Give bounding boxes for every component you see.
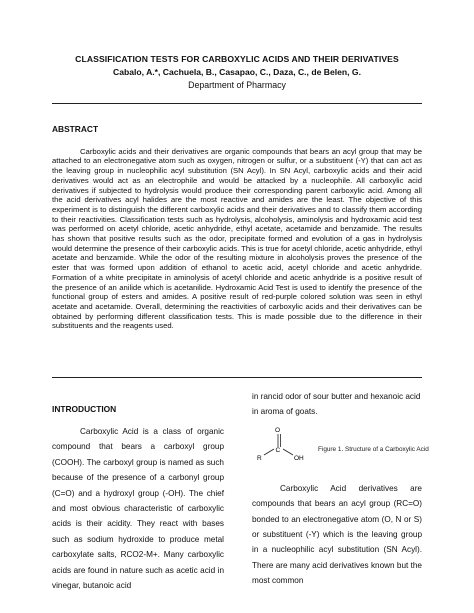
right-column <box>252 389 429 589</box>
figure-1 <box>252 423 429 471</box>
header-divider <box>52 103 422 104</box>
figure-caption: Figure 1. Structure of a Carboxylic Acid <box>318 445 429 453</box>
label-c: C <box>275 446 281 454</box>
label-oh: OH <box>294 454 304 462</box>
introduction-heading: INTRODUCTION <box>52 404 117 414</box>
department: Department of Pharmacy <box>188 80 286 90</box>
abstract-heading: ABSTRACT <box>52 124 99 134</box>
abstract-text: Carboxylic acids and their derivatives are organic compounds that bears an acyl group that may be attached to an electronegative atom such as oxygen, nitrogen or sulfur, or a substituent (-Y) that can act as the leaving group in nucleophilic acyl substitution (SN Acyl). In SN Acyl, carboxylic acids and their acid derivatives would act as an electrophile and would be attacked by a nucleophile. All carboxylic acid derivatives if subjected to hydrolysis would produce their corresponding parent carboxylic acid. Among all the acid derivatives acyl halides are the most reactive and amides are the least. The objective of this experiment is to distinguish the different carboxylic acids and their derivatives and to classify them according to their reactivities. Classification tests such as hydrolysis, alcoholysis, aminolysis and hydroxamic acid test was performed on acetyl chloride, acetic anhydride, ethyl acetate, acetamide and benzamide. The results has shown that positive results such as the odor, precipitate formed and evolution of a gas in hydrolysis would determine the presence of their carboxylic acids. This is true for acetyl chloride, acetic anhydride, ethyl acetate and benzamide. While the odor of the resulting mixture in alcoholysis proves the presence of the ester that was formed upon addition of ethanol to acetic acid, acetyl chloride and acetic anhydride. Formation of a white precipitate in aminolysis of acetyl chloride and acetic anhydride is a positive result of the presence of an anilide which is acetanilide. Hydroxamic Acid Test is used to identify the presence of the functional group of esters and amides. A positive result of red-purple colored solution was seen in ethyl acetate and acetamide. Overall, determining the reactivities of carboxylic acids and their derivatives can be obtained by performing different classification tests. This is made possible due to the difference in their substituents and the reagents used. <box>52 146 422 331</box>
author-list: Cabalo, A.*, Cachuela, B., Casapao, C., Daza, C., de Belen, G. <box>112 67 361 77</box>
introduction-continued: in rancid odor of sour butter and hexanoic acid in aroma of goats. <box>252 392 421 417</box>
abstract-divider <box>52 377 422 378</box>
introduction-paragraph: Carboxylic Acid is a class of organic compound that bears a carboxyl group (COOH). The carboxyl group is named as such because of the presence of a carbonyl group (C=O) and a hydroxyl group (-OH). The chief and most obvious characteristic of carboxylic acids is their acidity. They react with bases such as sodium hydroxide to produce metal carboxylate salts, RCO2-M+. Many carboxylic acids are found in nature such as acetic acid in vinegar, butanoic acid <box>52 427 224 591</box>
paper-title: CLASSIFICATION TESTS FOR CARBOXYLIC ACIDS AND THEIR DERIVATIVES <box>75 54 399 64</box>
left-column <box>52 404 224 593</box>
bond-c-oh <box>283 449 293 455</box>
carboxylic-acid-structure <box>254 425 314 469</box>
derivatives-paragraph: Carboxylic Acid derivatives are compounds that bears an acyl group (RC=O) bonded to an electronegative atom (O, N or S) or substituent (-Y) which is the leaving group in a nucleophilic acyl substitution (SN Acyl). There are many acid derivatives known but the most common <box>252 483 422 586</box>
label-o: O <box>275 426 281 434</box>
bond-r-c <box>264 449 274 455</box>
label-r: R <box>257 454 262 462</box>
